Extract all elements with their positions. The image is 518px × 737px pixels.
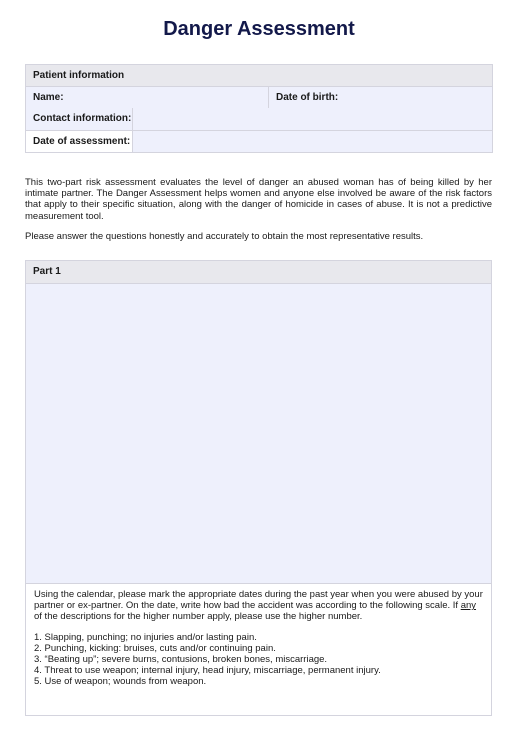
part1-section [25,260,492,716]
assessment-date-label: Date of assessment: [26,130,133,152]
patient-info-header: Patient information [26,65,493,87]
assessment-date-field[interactable] [133,130,493,152]
patient-info-table [25,64,493,109]
contact-label: Contact information: [26,108,133,130]
scale-item: 1. Slapping, punching; no injuries and/or lasting pain. [34,631,257,643]
dob-label: Date of birth: [276,92,339,103]
part1-header: Part 1 [26,261,491,284]
dob-field[interactable] [269,87,493,109]
calendar-area[interactable] [26,284,491,584]
part1-instructions-text: Using the calendar, please mark the appropriate dates during the past year when you were abused by your partner or ex-partner. On the date, write how bad the accident was according to the following scale. If any of the descriptions for the higher number apply, please use the higher number. [34,589,483,623]
document-title: Danger Assessment [163,18,355,40]
scale-item: 5. Use of weapon; wounds from weapon. [34,676,207,688]
name-field[interactable] [26,87,269,109]
intro-paragraph: This two-part risk assessment evaluates the level of danger an abused woman has of being killed by her intimate partner. The Danger Assessment helps women and anyone else involved be aware of the risk factors that apply to their specific situation, along with the danger of homicide in cases of abuse. It is not a predictive measurement tool. [25,177,492,222]
scale-item: 2. Punching, kicking: bruises, cuts and/or continuing pain. [34,642,276,654]
contact-field[interactable] [133,108,493,130]
contact-table [25,108,493,153]
scale-item: 4. Threat to use weapon; internal injury, head injury, miscarriage, permanent injury. [34,665,381,677]
part1-instructions [26,584,491,688]
instructions-paragraph: Please answer the questions honestly and accurately to obtain the most representative results. [25,231,424,242]
name-label: Name: [33,92,64,103]
scale-item: 3. “Beating up”; severe burns, contusions, broken bones, miscarriage. [34,654,328,666]
severity-scale [34,632,483,688]
